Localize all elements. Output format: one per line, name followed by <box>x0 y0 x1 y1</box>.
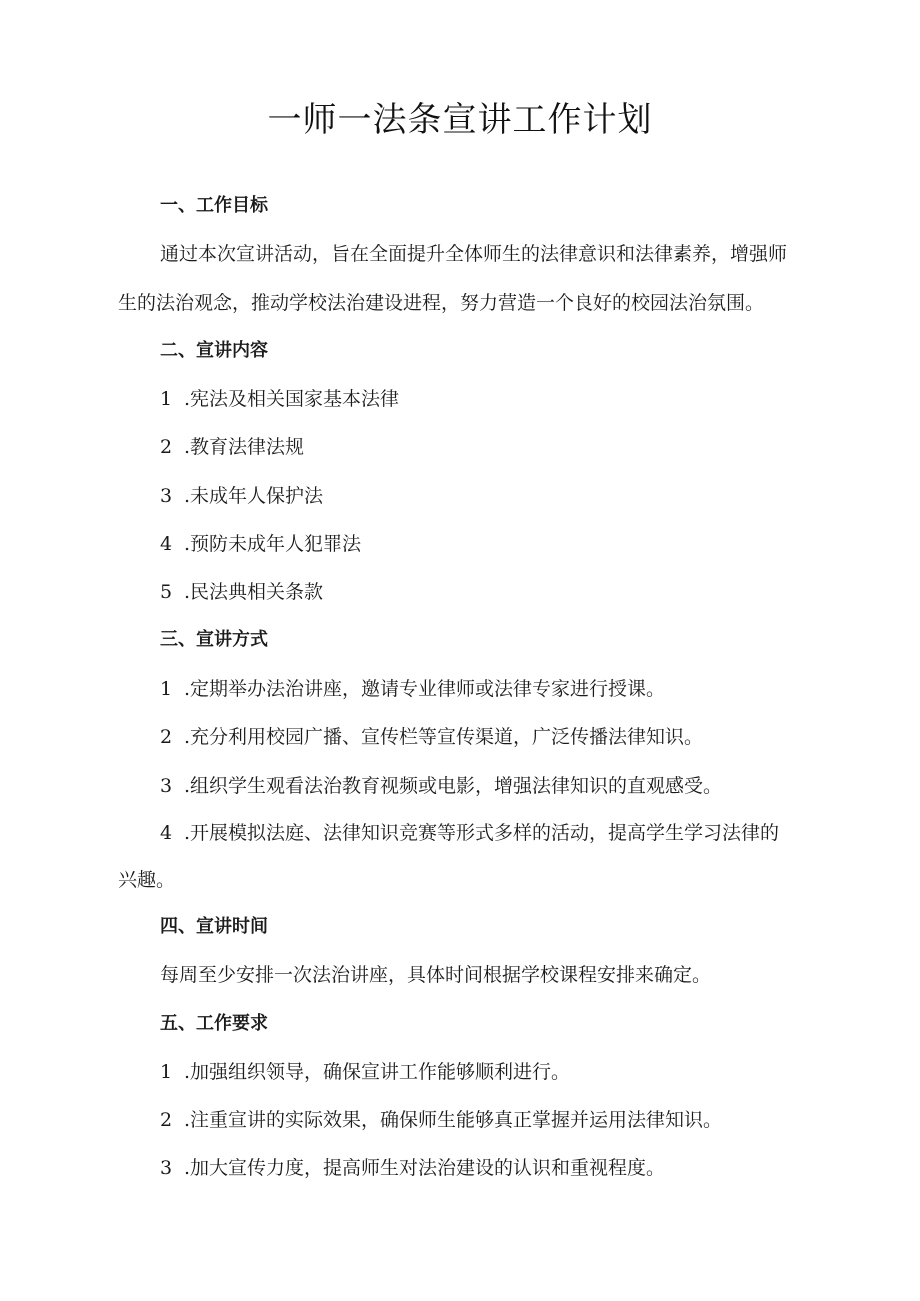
list-item-text: .注重宣讲的实际效果，确保师生能够真正掌握并运用法律知识。 <box>184 1109 723 1131</box>
section-heading-goal: 一、工作目标 <box>160 195 268 216</box>
list-item-number: 2 <box>160 726 173 748</box>
list-item-number: 1 <box>160 678 173 700</box>
list-item-number: 1 <box>160 388 173 410</box>
list-item-text: .组织学生观看法治教育视频或电影，增强法律知识的直观感受。 <box>184 775 723 797</box>
list-item-text: .预防未成年人犯罪法 <box>184 533 362 555</box>
list-item-text: .加大宣传力度，提高师生对法治建设的认识和重视程度。 <box>184 1157 666 1179</box>
section-heading-content: 二、宣讲内容 <box>160 340 268 361</box>
time-paragraph: 每周至少安排一次法治讲座，具体时间根据学校课程安排来确定。 <box>160 964 712 986</box>
list-item-text: .宪法及相关国家基本法律 <box>184 388 400 410</box>
list-item-number: 1 <box>160 1061 173 1083</box>
list-item <box>160 1154 850 1182</box>
list-item <box>160 530 850 558</box>
list-item-number: 4 <box>160 822 173 844</box>
list-item <box>160 819 850 847</box>
list-item-text: .充分利用校园广播、宣传栏等宣传渠道，广泛传播法律知识。 <box>184 726 704 748</box>
list-item-text: .未成年人保护法 <box>184 485 324 507</box>
list-item <box>160 385 850 413</box>
list-item-text: .定期举办法治讲座，邀请专业律师或法律专家进行授课。 <box>184 678 666 700</box>
list-item-number: 5 <box>160 581 173 603</box>
list-item-number: 3 <box>160 1157 173 1179</box>
list-item-number: 3 <box>160 775 173 797</box>
section-heading-method: 三、宣讲方式 <box>160 629 268 650</box>
list-item-text: .民法典相关条款 <box>184 581 324 603</box>
list-item-number: 2 <box>160 436 173 458</box>
list-item <box>160 772 850 800</box>
list-item-text: .开展模拟法庭、法律知识竞赛等形式多样的活动，提高学生学习法律的 <box>184 822 780 844</box>
section-heading-requirements: 五、工作要求 <box>160 1013 268 1034</box>
list-item <box>160 1058 850 1086</box>
list-item-number: 4 <box>160 533 173 555</box>
list-item <box>160 675 850 703</box>
goal-paragraph-line-1: 通过本次宣讲活动，旨在全面提升全体师生的法律意识和法律素养，增强师 <box>160 243 788 265</box>
list-item <box>160 433 850 461</box>
list-item-continuation: 兴趣。 <box>118 869 176 891</box>
list-item <box>160 578 850 606</box>
list-item <box>160 723 850 751</box>
list-item-number: 3 <box>160 485 173 507</box>
list-item-number: 2 <box>160 1109 173 1131</box>
section-heading-time: 四、宣讲时间 <box>160 916 268 937</box>
list-item <box>160 482 850 510</box>
list-item <box>160 1106 850 1134</box>
page-title: 一师一法条宣讲工作计划 <box>267 100 653 140</box>
list-item-text: .教育法律法规 <box>184 436 305 458</box>
list-item-text: .加强组织领导，确保宣讲工作能够顺利进行。 <box>184 1061 571 1083</box>
goal-paragraph-line-2: 生的法治观念，推动学校法治建设进程，努力营造一个良好的校园法治氛围。 <box>118 292 765 314</box>
